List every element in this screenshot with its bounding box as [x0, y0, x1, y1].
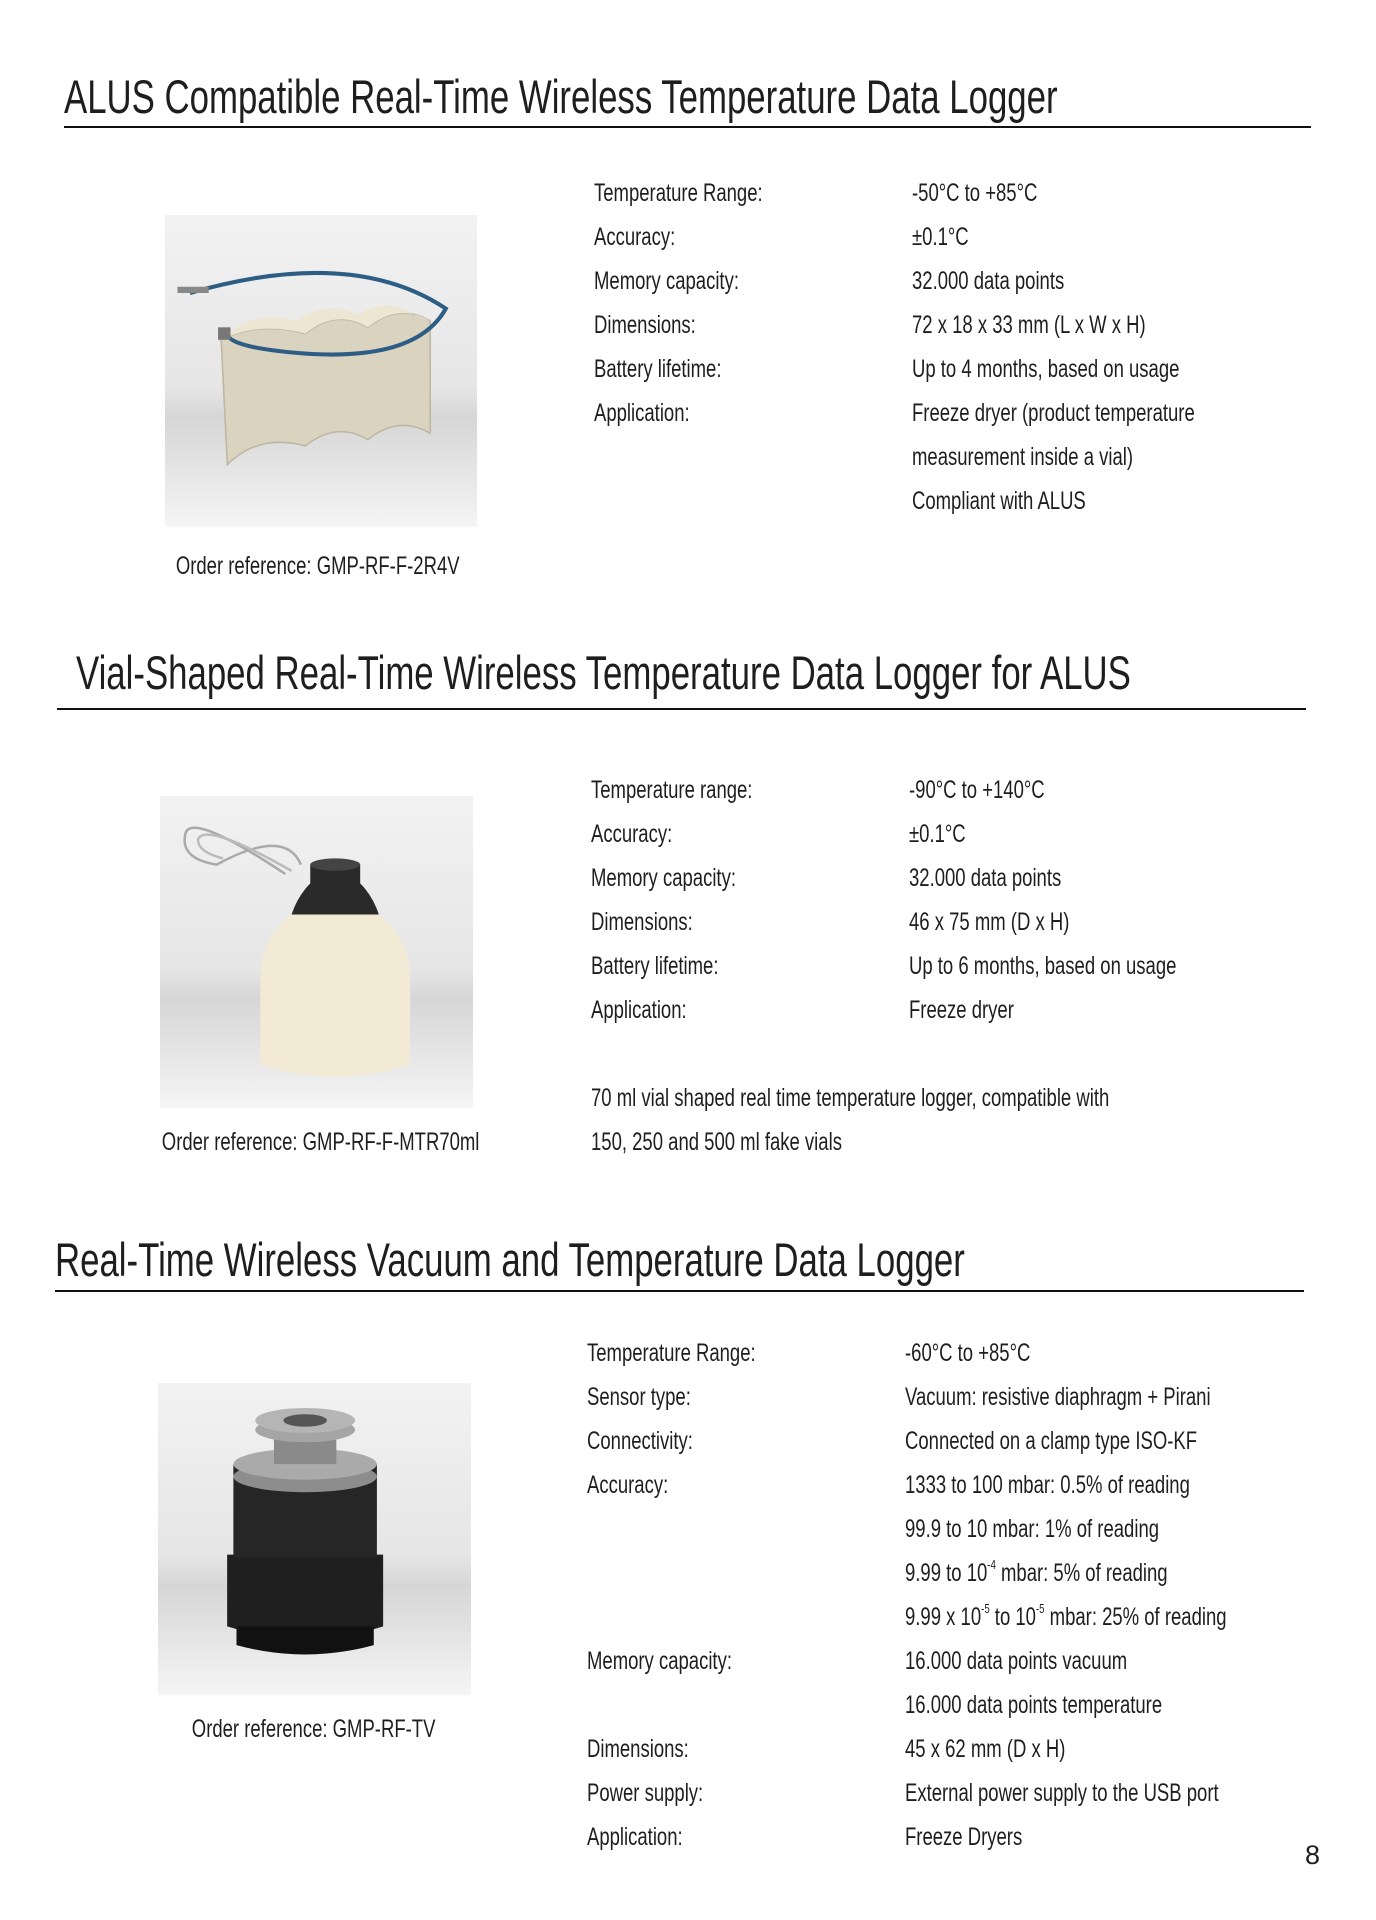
spec-value: Compliant with ALUS [912, 487, 1086, 515]
product-image-vacuum-logger [158, 1383, 471, 1695]
spec-value: Freeze Dryers [905, 1823, 1023, 1851]
spec-value: Freeze dryer (product temperature [912, 399, 1195, 427]
exponent: -4 [987, 1557, 996, 1572]
spec-value: Connected on a clamp type ISO-KF [905, 1427, 1198, 1455]
spec-value: -50°C to +85°C [912, 179, 1038, 207]
spec-label: Application: [591, 996, 687, 1024]
spec-value: Vacuum: resistive diaphragm + Pirani [905, 1383, 1211, 1411]
vial-illustration [160, 796, 473, 1108]
spec-label: Connectivity: [587, 1427, 693, 1455]
spec-value-part: to 10 [989, 1603, 1036, 1631]
spec-value: 16.000 data points temperature [905, 1691, 1163, 1719]
vacuum-logger-illustration [158, 1383, 471, 1695]
spec-value-part: mbar: 5% of reading [995, 1559, 1168, 1587]
spec-value: 99.9 to 10 mbar: 1% of reading [905, 1515, 1160, 1543]
spec-value: 72 x 18 x 33 mm (L x W x H) [912, 311, 1146, 339]
exponent: -5 [1035, 1601, 1045, 1616]
spec-value: 1333 to 100 mbar: 0.5% of reading [905, 1471, 1190, 1499]
spec-value: Up to 4 months, based on usage [912, 355, 1180, 383]
section-2-divider [57, 708, 1306, 710]
spec-value [905, 1595, 1227, 1639]
spec-label: Application: [587, 1823, 683, 1851]
spec-label: Memory capacity: [594, 267, 739, 295]
spec-label: Accuracy: [594, 223, 676, 251]
spec-value: 32.000 data points [909, 864, 1062, 892]
spec-value: measurement inside a vial) [912, 443, 1134, 471]
spec-value: External power supply to the USB port [905, 1779, 1219, 1807]
section-3-order-reference: Order reference: GMP-RF-TV [192, 1715, 436, 1743]
section-1-order-reference: Order reference: GMP-RF-F-2R4V [176, 552, 460, 580]
spec-label: Dimensions: [591, 908, 693, 936]
spec-value: ±0.1°C [912, 223, 969, 251]
page-number: 8 [1305, 1840, 1321, 1870]
spec-value: 16.000 data points vacuum [905, 1647, 1128, 1675]
spec-label: Dimensions: [587, 1735, 689, 1763]
section-3-divider [55, 1290, 1304, 1292]
spec-value: Freeze dryer [909, 996, 1014, 1024]
section-2-title: Vial-Shaped Real-Time Wireless Temperature Data Logger for ALUS [76, 646, 1131, 699]
spec-value-part: mbar: 25% of reading [1044, 1603, 1227, 1631]
spec-label: Temperature Range: [587, 1339, 756, 1367]
spec-label: Memory capacity: [587, 1647, 732, 1675]
spec-label: Temperature Range: [594, 179, 763, 207]
spec-label: Dimensions: [594, 311, 696, 339]
spec-label: Memory capacity: [591, 864, 736, 892]
spec-label: Accuracy: [591, 820, 673, 848]
spec-value: 32.000 data points [912, 267, 1065, 295]
spec-label: Temperature range: [591, 776, 753, 804]
spec-value: 46 x 75 mm (D x H) [909, 908, 1070, 936]
spec-value: -90°C to +140°C [909, 776, 1045, 804]
spec-value: 45 x 62 mm (D x H) [905, 1735, 1066, 1763]
spec-value: Up to 6 months, based on usage [909, 952, 1177, 980]
section-2-description: 70 ml vial shaped real time temperature logger, compatible with 150, 250 and 500 ml fake vials [591, 1084, 1110, 1156]
product-image-vial-logger [160, 796, 473, 1108]
logger-illustration [165, 215, 477, 527]
spec-value-part: 9.99 to 10 [905, 1559, 988, 1587]
spec-label: Battery lifetime: [594, 355, 722, 383]
spec-value: ±0.1°C [909, 820, 966, 848]
exponent: -5 [981, 1601, 990, 1616]
product-image-wireless-logger [165, 215, 477, 527]
spec-label: Battery lifetime: [591, 952, 719, 980]
section-3-title: Real-Time Wireless Vacuum and Temperature Data Logger [55, 1233, 965, 1286]
spec-label: Sensor type: [587, 1383, 691, 1411]
spec-label: Application: [594, 399, 690, 427]
spec-label: Accuracy: [587, 1471, 669, 1499]
spec-value: -60°C to +85°C [905, 1339, 1031, 1367]
spec-value-part: 9.99 x 10 [905, 1603, 982, 1631]
section-1-divider [64, 126, 1311, 128]
spec-label: Power supply: [587, 1779, 704, 1807]
section-2-order-reference: Order reference: GMP-RF-F-MTR70ml [161, 1128, 480, 1156]
section-1-title: ALUS Compatible Real-Time Wireless Temperature Data Logger [64, 70, 1058, 123]
spec-value [905, 1551, 1168, 1595]
